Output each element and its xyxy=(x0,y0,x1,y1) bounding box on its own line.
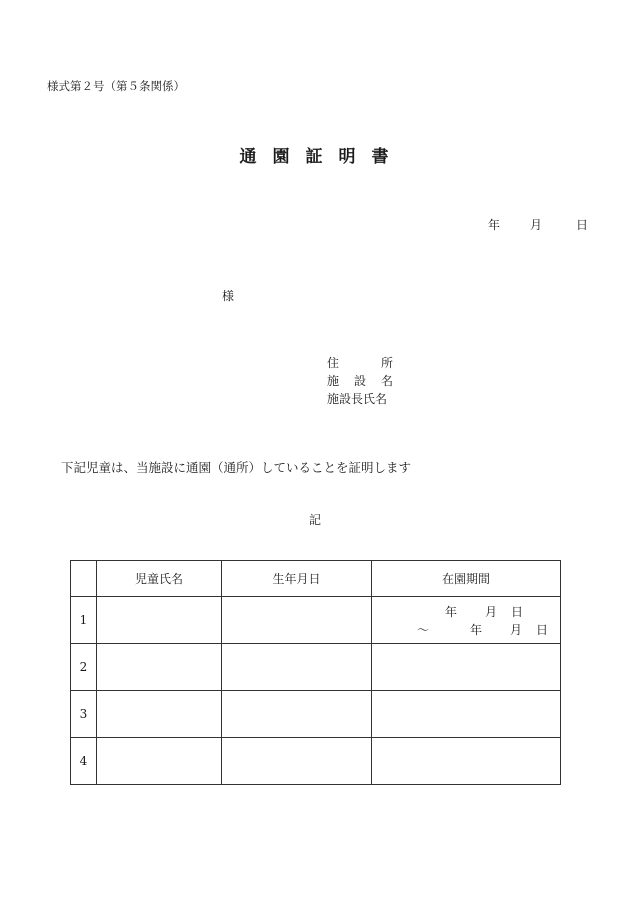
date-month-label: 月 xyxy=(530,218,543,232)
row-number: 4 xyxy=(71,738,97,785)
table-row xyxy=(71,597,561,644)
period-day: 日 xyxy=(536,623,549,637)
child-name-cell[interactable] xyxy=(97,691,222,738)
period-end xyxy=(390,621,548,638)
period-month: 月 xyxy=(484,605,497,619)
header-birth-date: 生年月日 xyxy=(222,561,372,597)
label-char: 名 xyxy=(380,374,393,388)
child-name-cell[interactable] xyxy=(97,738,222,785)
label-char: 所 xyxy=(380,356,393,370)
issuer-facility-label xyxy=(327,372,393,389)
period-month: 月 xyxy=(509,623,522,637)
table-row xyxy=(71,691,561,738)
row-number: 1 xyxy=(71,597,97,644)
row-number: 3 xyxy=(71,691,97,738)
header-enrollment-period: 在園期間 xyxy=(372,561,561,597)
table-row xyxy=(71,738,561,785)
label-char: 住 xyxy=(327,356,340,370)
date-year-label: 年 xyxy=(488,218,501,232)
birth-date-cell[interactable] xyxy=(222,644,372,691)
certification-statement: 下記児童は、当施設に通園（通所）していることを証明します xyxy=(61,460,412,475)
title-char: 明 xyxy=(338,147,358,167)
label-char: 設 xyxy=(353,374,366,388)
birth-date-cell[interactable] xyxy=(222,597,372,644)
form-number: 様式第２号（第５条関係） xyxy=(47,79,185,93)
enrollment-period-cell[interactable] xyxy=(372,691,561,738)
title-char: 通 xyxy=(239,147,259,167)
table-header-row xyxy=(71,561,561,597)
period-year: 年 xyxy=(444,605,457,619)
children-table xyxy=(70,560,561,785)
period-day: 日 xyxy=(511,605,524,619)
table-row xyxy=(71,644,561,691)
child-name-cell[interactable] xyxy=(97,597,222,644)
enrollment-period-cell[interactable] xyxy=(372,644,561,691)
recipient-suffix: 様 xyxy=(222,289,235,303)
period-year: 年 xyxy=(469,623,482,637)
date-day-label: 日 xyxy=(576,218,589,232)
issuer-address-label xyxy=(327,354,393,371)
ki-heading: 記 xyxy=(309,513,322,527)
document-title xyxy=(0,142,630,167)
title-char: 書 xyxy=(371,147,391,167)
birth-date-cell[interactable] xyxy=(222,691,372,738)
title-char: 園 xyxy=(272,147,292,167)
title-char: 証 xyxy=(305,147,325,167)
header-child-name: 児童氏名 xyxy=(97,561,222,597)
enrollment-period-cell[interactable] xyxy=(372,597,561,644)
header-no xyxy=(71,561,97,597)
child-name-cell[interactable] xyxy=(97,644,222,691)
period-tilde: ～ xyxy=(416,623,429,637)
label-char: 施 xyxy=(327,374,340,388)
birth-date-cell[interactable] xyxy=(222,738,372,785)
issuer-head-label: 施設長氏名 xyxy=(327,392,388,406)
issue-date xyxy=(488,216,588,233)
row-number: 2 xyxy=(71,644,97,691)
enrollment-period-cell[interactable] xyxy=(372,738,561,785)
period-start xyxy=(431,603,523,620)
